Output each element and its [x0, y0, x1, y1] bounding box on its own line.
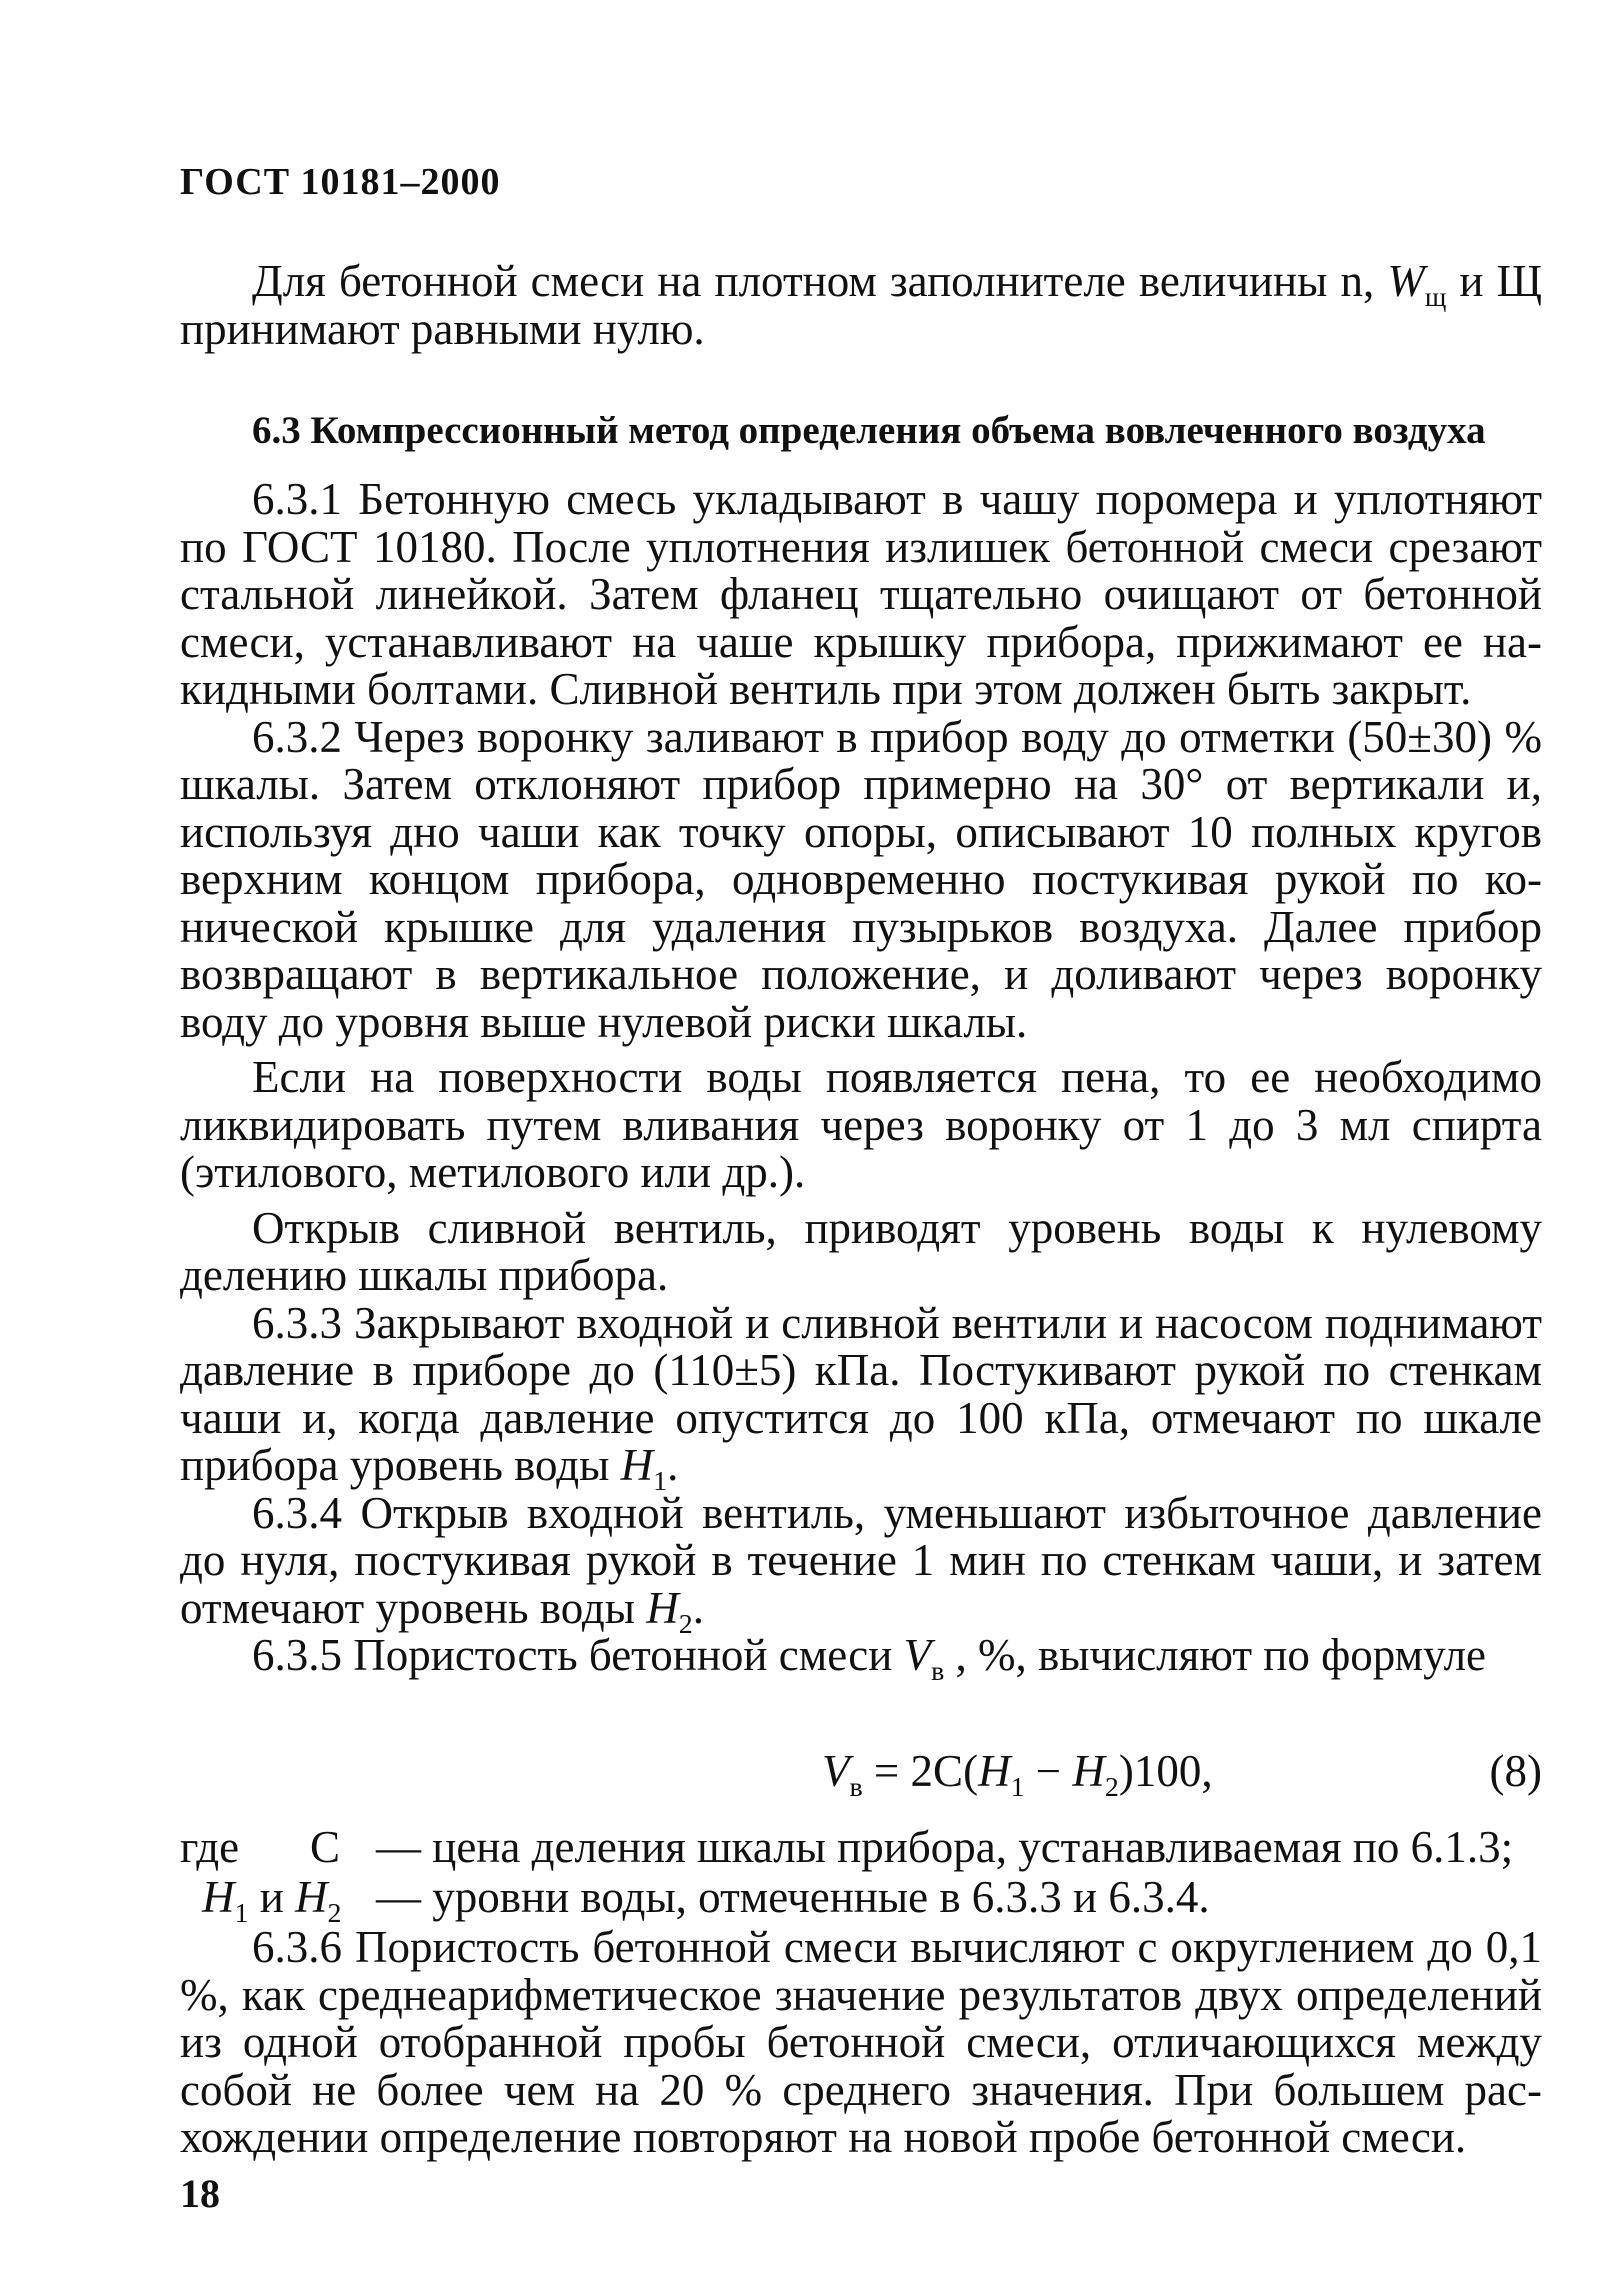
p634-text: 6.3.4 Открыв входной вентиль, уменьшают избыточное давление до нуля, постукивая рукой в течение 1 мин по стенкам чаши, и затем отмечают уровень воды [180, 1487, 1542, 1633]
sub-vv: в [931, 1655, 945, 1687]
definition-c [180, 1822, 1542, 1872]
definitions-block [180, 1822, 1542, 1929]
formula-sub-h1: 1 [1010, 1771, 1025, 1803]
sub-w: щ [1424, 281, 1447, 313]
page-number: 18 [180, 2171, 220, 2216]
paragraph-6-3-6: 6.3.6 Пористость бетонной смеси вычисляют с округлением до 0,1 %, как среднеарифметическое значение результатов двух определений из одной отобранной пробы бетонной смеси, отличающихся между собой не более чем на 20 % среднего значения. При большем расхождении определение повторяют на новой пробе бетонной смеси. [180, 1922, 1542, 2162]
intro-paragraph [180, 258, 1542, 353]
body-text [180, 474, 1542, 1687]
formula-minus: − [1024, 1746, 1073, 1796]
section-heading: 6.3 Компрессионный метод определения объема вовлеченного воздуха [252, 409, 1486, 452]
formula-sub-h2: 2 [1104, 1771, 1119, 1803]
formula-var-h2: H [1072, 1746, 1105, 1796]
formula-number: (8) [1489, 1746, 1542, 1796]
def-c-symbol: C [310, 1822, 341, 1872]
def-sub-h1: 1 [234, 1897, 249, 1929]
p635-text: 6.3.5 Пористость бетонной смеси [252, 1630, 904, 1680]
closing-text [180, 1924, 1542, 2162]
def-h-desc: — уровни воды, отмеченные в 6.3.3 и 6.3.4. [376, 1872, 1210, 1922]
p633-end: . [667, 1440, 679, 1490]
def-h-symbols [202, 1872, 342, 1929]
sub-h1: 1 [653, 1465, 668, 1497]
var-h1: H [620, 1440, 654, 1490]
where-label: где [180, 1822, 240, 1872]
document-header: ГОСТ 10181–2000 [180, 161, 501, 203]
p633-text: 6.3.3 Закрывают входной и сливной вентили и насосом поднимают давление в приборе до (110±5) кПа. Постукивают рукой по стенкам чаши и, когда давление опустится до 100 кПа, отмечают по шкале прибора уровень воды [180, 1297, 1542, 1490]
p635-end: , %, вычисляют по формуле [944, 1630, 1487, 1680]
paragraph-6-3-2: 6.3.2 Через воронку заливают в прибор воду до отметки (50±30) % шкалы. Затем отклоняют прибор примерно на 30° от вертикали и, используя дно чаши как точку опоры, описывают 10 полных кругов верхним концом прибора, одновременно постукивая рукой по конической крышке для удаления пузырьков воздуха. Далее прибор возвращают в вертикальное положение, и доливают через воронку воду до уровня выше нулевой риски шкалы. [180, 711, 1542, 1047]
intro-block [180, 258, 1542, 353]
paragraph-6-3-1: 6.3.1 Бетонную смесь укладывают в чашу поромера и уплотняют по ГОСТ 10180. После уплотнения излишек бетонной смеси срезают стальной линейкой. Затем фланец тщательно очищают от бетонной смеси, устанавливают на чаше крышку прибора, прижимают ее накидными болтами. Сливной вентиль при этом должен быть закрыт. [180, 474, 1542, 714]
def-var-h1: H [202, 1872, 235, 1922]
paragraph-6-3-4 [180, 1487, 1542, 1640]
def-sub-h2: 2 [327, 1897, 342, 1929]
definition-h [180, 1872, 1542, 1929]
def-var-h2: H [295, 1872, 328, 1922]
formula-eq: = 2C( [862, 1746, 979, 1796]
paragraph-6-3-3 [180, 1297, 1542, 1497]
formula-8 [180, 1745, 1542, 1805]
def-and: и [248, 1872, 296, 1922]
formula-var-h1: H [978, 1746, 1011, 1796]
intro-text-2: и Щ принимают равными нулю. [180, 256, 1542, 354]
formula-expression [822, 1745, 1213, 1803]
def-c-desc: — цена деления шкалы прибора, устанавливаемая по 6.1.3; [376, 1822, 1514, 1872]
paragraph-6-3-5 [180, 1630, 1542, 1687]
p634-end: . [692, 1582, 704, 1633]
formula-sub-v: в [849, 1771, 863, 1803]
var-vv: V [903, 1630, 932, 1680]
formula-tail: )100, [1118, 1746, 1213, 1796]
var-w: W [1387, 256, 1425, 306]
formula-var-v: V [822, 1746, 850, 1796]
paragraph-foam: Если на поверхности воды появляется пена, то ее необходимо ликвидировать путем вливания через воронку от 1 до 3 мл спирта (этилового, метилового или др.). [180, 1052, 1542, 1197]
var-h2: H [646, 1582, 679, 1633]
intro-text-1: Для бетонной смеси на плотном заполнителе величины n, [252, 256, 1388, 306]
sub-h2: 2 [678, 1608, 693, 1640]
paragraph-open-valve: Открыв сливной вентиль, приводят уровень воды к нулевому делению шкалы прибора. [180, 1202, 1542, 1300]
